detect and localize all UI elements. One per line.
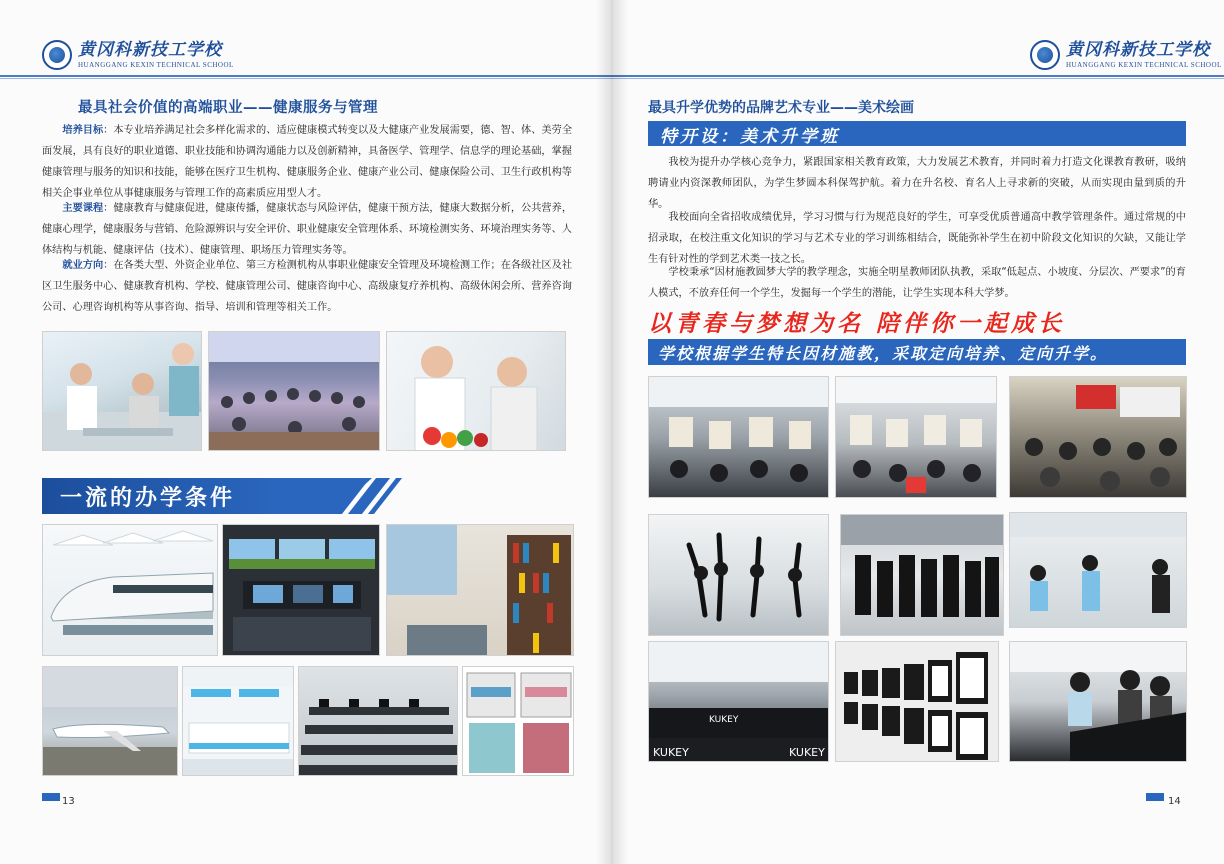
- courses-paragraph: [42, 198, 572, 261]
- piano-brand-1: KUKEY: [709, 715, 739, 725]
- photo-dance-2-art: [841, 515, 1004, 636]
- school-name-en: HUANGGANG KEXIN TECHNICAL SCHOOL: [78, 60, 234, 69]
- photo-aircraft-art: [43, 667, 178, 776]
- training-goal-text: ：本专业培养满足社会多样化需求的、适应健康模式转变以及大健康产业发展需要，德、智、体、美劳全面发展，具有良好的职业道德、职业技能和协调沟通能力以及创新精神，具备医学、管理学、信息学的理论基础，掌握健康管理与服务的知识和技能，能够在医疗卫生机构、健康服务企业、健康产业公司、健康保险公司、卫生行政机构等相关企事业单位从事健康服务与管理工作的高素质应用型人才。: [42, 125, 573, 199]
- photo-aircraft: [42, 666, 178, 776]
- art-paragraph-2-text: 我校面向全省招收成绩优异，学习习惯与行为规范良好的学生，可享受优质普通高中教学管理条件。通过常规的中招录取，在校注重文化知识的学习与艺术专业的学习训练相结合，既能弥补学生在初中阶段文化知识的欠缺，又能让学生有针对性的学到艺术类一技之长。: [648, 212, 1186, 265]
- art-paragraph-3-text: 学校秉承“因材施教圆梦大学的教学理念，实施全明星教师团队执教，采取“低起点、小坡度、分层次、严要求”的育人模式，不放弃任何一个学生，发掘每一个学生的潜能，让学生实现本科大学梦。: [648, 267, 1186, 299]
- school-name-en: HUANGGANG KEXIN TECHNICAL SCHOOL: [1066, 60, 1222, 69]
- photo-art-studio-2: [835, 376, 997, 498]
- photo-driving-simulator: [222, 524, 380, 656]
- photo-elderly-care: [42, 331, 202, 451]
- photo-dormitory: [462, 666, 574, 776]
- photo-group-activity: [208, 331, 380, 451]
- photo-library: [386, 524, 574, 656]
- photo-computer-lab: [298, 666, 458, 776]
- header-rule: [612, 75, 1224, 77]
- photo-train-model: [42, 524, 218, 656]
- photo-elderly-care-art: [43, 332, 202, 451]
- photo-library-art: [387, 525, 574, 656]
- photo-dance-2: [840, 514, 1004, 636]
- page-number-right: 14: [1168, 796, 1181, 807]
- photo-piano-lesson: [1009, 641, 1187, 762]
- art-paragraph-1: [648, 152, 1186, 215]
- photo-award-wall: [835, 641, 999, 762]
- school-header-right: [1030, 40, 1222, 70]
- photo-art-studio-3-art: [1010, 377, 1187, 498]
- left-heading: 最具社会价值的高端职业——健康服务与管理: [78, 100, 378, 116]
- employment-paragraph: [42, 255, 572, 318]
- header-rule-thin: [612, 78, 1224, 79]
- employment-text: ：在各类大型、外资企业单位、第三方检测机构从事职业健康安全管理及环境检测工作；在各级社区及社区卫生服务中心、健康教育机构、学校、健康管理公司、健康咨询中心、高级康复疗养机构、高级休闲会所、营养咨询公司、心理咨询机构等从事咨询、指导、培训和管理等相关工作。: [42, 260, 573, 313]
- photo-art-studio-2-art: [836, 377, 997, 498]
- photo-art-studio-3: [1009, 376, 1187, 498]
- employment-label: 就业方向: [62, 260, 104, 271]
- header-rule-thin: [0, 78, 612, 79]
- page-number-left: 13: [62, 796, 75, 807]
- school-name-cn: 黄冈科新技工学校: [78, 39, 222, 60]
- photo-nurse-station-art: [183, 667, 294, 776]
- photo-dance-1: [648, 514, 829, 636]
- art-paragraph-2: [648, 207, 1186, 270]
- right-page: [612, 0, 1224, 864]
- courses-text: ：健康教育与健康促进，健康传播，健康状态与风险评估，健康干预方法，健康大数据分析，公共营养，健康心理学，健康服务与营销、危险源辨识与安全评价、职业健康安全管理体系、环境检测实务、环境治理实务等、人体结构与机能、健康评估（技术）、健康管理、职场压力管理实务等。: [42, 203, 573, 256]
- photo-piano-room-art: [649, 642, 829, 762]
- photo-computer-lab-art: [299, 667, 458, 776]
- photo-dormitory-art: [463, 667, 574, 776]
- photo-nutrition: [386, 331, 566, 451]
- school-header-left: [42, 40, 234, 70]
- teaching-bar: 学校根据学生特长因材施教，采取定向培养、定向升学。: [648, 339, 1186, 365]
- facilities-banner: [42, 478, 372, 514]
- photo-driving-simulator-art: [223, 525, 380, 656]
- photo-piano-lesson-art: [1010, 642, 1187, 762]
- facilities-banner-text: 一流的办学条件: [60, 486, 236, 511]
- art-paragraph-3: [648, 262, 1186, 304]
- art-paragraph-1-text: 我校为提升办学核心竞争力，紧跟国家相关教育政策，大力发展艺术教育，并同时着力打造文化课教育教研，吸纳聘请业内资深教师团队，为学生梦圆本科保驾护航。着力在升名校、育名人上寻求新的突破，从而实现由量到质的升华。: [648, 157, 1186, 210]
- slogan: 以青春与梦想为名 陪伴你一起成长: [648, 310, 1066, 337]
- photo-dance-3-art: [1010, 513, 1187, 628]
- photo-train-model-art: [43, 525, 218, 656]
- photo-group-activity-art: [209, 332, 380, 451]
- training-goal-label: 培养目标: [62, 125, 104, 136]
- courses-label: 主要课程: [62, 203, 104, 214]
- piano-brand-3: KUKEY: [789, 746, 825, 759]
- photo-dance-1-art: [649, 515, 829, 636]
- photo-nutrition-art: [387, 332, 566, 451]
- photo-award-wall-art: [836, 642, 999, 762]
- photo-art-studio-1-art: [649, 377, 829, 498]
- right-heading: 最具升学优势的品牌艺术专业——美术绘画: [648, 100, 914, 116]
- art-class-bar: 特开设：美术升学班: [648, 121, 1186, 146]
- photo-dance-3: [1009, 512, 1187, 628]
- school-name-cn: 黄冈科新技工学校: [1066, 39, 1210, 60]
- training-goal-paragraph: [42, 120, 572, 204]
- photo-art-studio-1: [648, 376, 829, 498]
- school-logo-icon: [1030, 40, 1060, 70]
- photo-nurse-station: [182, 666, 294, 776]
- page-number-mark-right: [1146, 793, 1164, 801]
- photo-piano-room: [648, 641, 829, 762]
- page-number-mark-left: [42, 793, 60, 801]
- school-logo-icon: [42, 40, 72, 70]
- piano-brand-2: KUKEY: [653, 746, 689, 759]
- header-rule: [0, 75, 612, 77]
